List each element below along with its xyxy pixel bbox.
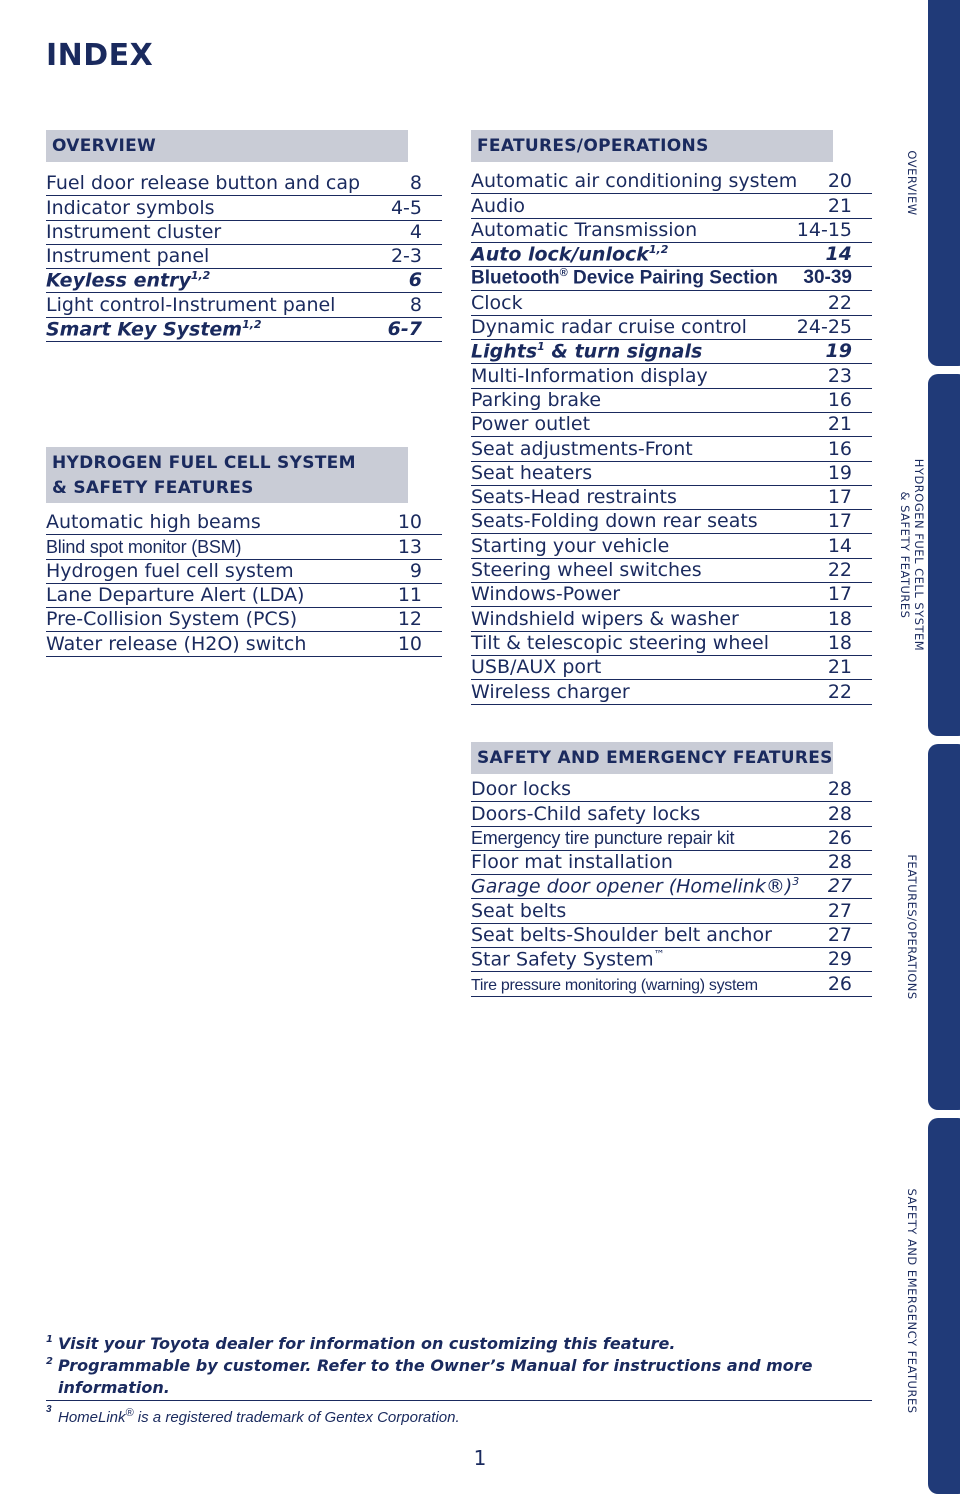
side-tab-overview[interactable] — [928, 0, 960, 366]
entry-page-number: 27 — [827, 924, 852, 947]
heading-line-2: & SAFETY FEATURES — [52, 478, 254, 498]
entry-label-text: Steering wheel switches — [471, 559, 702, 582]
entry-label — [46, 511, 261, 533]
entry-label — [471, 365, 708, 387]
footnotes — [46, 1333, 872, 1426]
hydrogen-list — [46, 511, 442, 657]
entry-label-text: Emergency tire puncture repair kit — [471, 827, 735, 848]
entry-page-number: 21 — [827, 656, 852, 679]
index-entry — [471, 899, 872, 923]
heading-line-1: HYDROGEN FUEL CELL SYSTEM — [52, 453, 356, 473]
entry-label — [46, 560, 294, 582]
entry-label-text: Star Safety System — [471, 948, 654, 971]
entry-label-text: Wireless charger — [471, 680, 630, 703]
entry-page-number: 16 — [827, 437, 852, 460]
entry-page-number: 28 — [827, 778, 852, 801]
entry-label-text: Dynamic radar cruise control — [471, 316, 747, 339]
entry-label-text: Pre-Collision System (PCS) — [46, 608, 298, 631]
entry-label-text: Instrument panel — [46, 245, 210, 268]
index-entry — [471, 170, 872, 194]
entry-label — [471, 340, 702, 362]
index-entry — [46, 535, 442, 559]
index-entry — [471, 559, 872, 583]
entry-label — [471, 195, 525, 217]
side-tab-features[interactable] — [928, 744, 960, 1110]
index-entry — [471, 413, 872, 437]
entry-label — [46, 633, 306, 655]
entry-label — [471, 243, 668, 265]
entry-page-number: 22 — [827, 291, 852, 314]
index-entry — [471, 364, 872, 388]
entry-label-text: Hydrogen fuel cell system — [46, 559, 294, 582]
entry-label — [471, 170, 797, 192]
index-entry — [471, 851, 872, 875]
entry-label — [471, 413, 590, 435]
entry-label — [471, 977, 758, 995]
footnote-2-number: 2 — [46, 1356, 53, 1367]
tab-label-line-1: OVERVIEW — [905, 150, 919, 216]
index-entry — [471, 802, 872, 826]
tab-label-line-2: & SAFETY FEATURES — [898, 491, 912, 619]
entry-label — [471, 267, 778, 289]
entry-superscript: 1,2 — [648, 242, 669, 256]
side-tab-hydrogen[interactable] — [928, 374, 960, 736]
entry-label-text: Water release (H2O) switch — [46, 632, 307, 655]
index-entry — [471, 194, 872, 218]
entry-label — [471, 583, 620, 605]
entry-label — [471, 851, 673, 873]
entry-page-number: 21 — [827, 413, 852, 436]
footnote-2-text: Programmable by customer. Refer to the Owner’s Manual for instructions and more information. — [58, 1356, 813, 1397]
entry-label-text: Bluetooth — [471, 267, 560, 289]
features-list — [471, 170, 872, 705]
entry-label-text: Seat adjustments-Front — [471, 437, 693, 460]
entry-label — [471, 608, 739, 630]
entry-label — [46, 608, 297, 630]
entry-label-text: Power outlet — [471, 413, 591, 436]
entry-page-number: 12 — [397, 608, 422, 631]
entry-label — [46, 294, 335, 316]
index-entry — [471, 948, 872, 972]
entry-page-number: 20 — [827, 170, 852, 193]
entry-label — [471, 510, 758, 532]
entry-label-text: Tire pressure monitoring (warning) system — [471, 976, 758, 994]
entry-label — [471, 632, 769, 654]
entry-label-text: Indicator symbols — [46, 196, 215, 219]
tab-label-line-1: FEATURES/OPERATIONS — [905, 854, 919, 1000]
entry-label-text: Light control-Instrument panel — [46, 293, 336, 316]
entry-label — [471, 462, 592, 484]
entry-page-number: 18 — [827, 607, 852, 630]
entry-page-number: 29 — [827, 948, 852, 971]
entry-page-number: 10 — [397, 511, 422, 534]
entry-page-number: 22 — [827, 559, 852, 582]
index-entry — [471, 340, 872, 364]
index-entry — [471, 875, 872, 899]
safety-list — [471, 778, 872, 997]
footnote-3 — [46, 1404, 872, 1426]
entry-page-number: 11 — [397, 584, 422, 607]
index-entry — [471, 462, 872, 486]
entry-label-text: Instrument cluster — [46, 220, 222, 243]
entry-page-number: 2-3 — [390, 245, 422, 268]
entry-page-number: 4-5 — [390, 196, 422, 219]
index-entry — [46, 196, 442, 220]
entry-label — [471, 316, 747, 338]
entry-label-text: Seats-Head restraints — [471, 486, 677, 509]
index-entry — [46, 245, 442, 269]
entry-label-text: Door locks — [471, 778, 571, 801]
entry-page-number: 14-15 — [796, 218, 852, 241]
side-tab-label-features — [892, 744, 932, 1110]
entry-page-number: 8 — [409, 172, 422, 195]
index-entry — [46, 172, 442, 196]
index-entry — [46, 293, 442, 317]
side-tab-label-safety — [892, 1118, 932, 1484]
entry-label — [471, 389, 601, 411]
index-entry — [471, 656, 872, 680]
index-entry — [471, 607, 872, 631]
index-entry — [471, 486, 872, 510]
entry-label-text: Automatic high beams — [46, 511, 261, 534]
entry-page-number: 6-7 — [387, 318, 422, 341]
entry-label-text: Clock — [471, 291, 523, 314]
entry-label — [46, 318, 262, 340]
entry-label — [471, 535, 669, 557]
entry-label — [471, 438, 693, 460]
entry-superscript: ™ — [653, 948, 665, 962]
entry-label — [46, 172, 360, 194]
index-entry — [471, 267, 872, 291]
section-heading-overview: OVERVIEW — [46, 130, 408, 162]
index-entry — [46, 560, 442, 584]
entry-label — [471, 292, 523, 314]
entry-page-number: 17 — [827, 486, 852, 509]
side-tab-safety[interactable] — [928, 1118, 960, 1494]
entry-page-number: 27 — [827, 875, 852, 898]
footnote-3-text-b: is a registered trademark of Gentex Corporation. — [133, 1409, 460, 1426]
entry-label-text: Fuel door release button and cap — [46, 172, 361, 195]
registered-mark: ® — [125, 1407, 134, 1419]
entry-page-number: 9 — [409, 559, 422, 582]
entry-label-text: Tilt & telescopic steering wheel — [471, 631, 770, 654]
footnote-2 — [46, 1355, 872, 1399]
footnote-3-number: 3 — [46, 1404, 52, 1415]
entry-label — [46, 269, 210, 291]
index-entry — [46, 318, 442, 342]
index-entry — [46, 584, 442, 608]
index-entry — [471, 778, 872, 802]
entry-label — [471, 803, 700, 825]
entry-page-number: 4 — [409, 220, 422, 243]
index-entry — [46, 632, 442, 656]
index-entry — [471, 924, 872, 948]
entry-page-number: 24-25 — [796, 316, 852, 339]
entry-label — [471, 219, 697, 241]
index-entry — [471, 389, 872, 413]
index-entry — [471, 680, 872, 704]
index-entry — [46, 221, 442, 245]
index-entry — [471, 827, 872, 851]
entry-label — [46, 584, 304, 606]
entry-label-text: Seat belts-Shoulder belt anchor — [471, 924, 772, 947]
entry-label-text: Parking brake — [471, 388, 602, 411]
side-tab-label-hydrogen — [892, 374, 932, 736]
section-heading-features: FEATURES/OPERATIONS — [471, 130, 833, 162]
entry-label-text: Auto lock/unlock — [471, 243, 649, 266]
entry-label — [471, 778, 571, 800]
entry-page-number: 26 — [827, 972, 852, 995]
entry-page-number: 28 — [827, 802, 852, 825]
entry-label-text: USB/AUX port — [471, 656, 602, 679]
section-heading-hydrogen — [46, 447, 408, 503]
entry-label — [471, 875, 799, 897]
index-entry — [46, 511, 442, 535]
entry-label-text: Seats-Folding down rear seats — [471, 510, 758, 533]
entry-label-text: Blind spot monitor (BSM) — [46, 536, 242, 557]
entry-page-number: 22 — [827, 680, 852, 703]
page-number: 1 — [473, 1446, 487, 1470]
entry-page-number: 30-39 — [803, 267, 852, 289]
entry-label-text: Multi-Information display — [471, 364, 708, 387]
entry-page-number: 17 — [827, 510, 852, 533]
section-heading-safety: SAFETY AND EMERGENCY FEATURES — [471, 742, 833, 774]
entry-page-number: 16 — [827, 388, 852, 411]
entry-label — [46, 221, 221, 243]
entry-label-text: Starting your vehicle — [471, 534, 670, 557]
entry-page-number: 18 — [827, 631, 852, 654]
index-entry — [46, 608, 442, 632]
entry-label — [471, 900, 566, 922]
entry-label-text: Doors-Child safety locks — [471, 802, 701, 825]
entry-superscript: ® — [559, 267, 568, 280]
entry-page-number: 17 — [827, 583, 852, 606]
footnote-1-number: 1 — [46, 1334, 53, 1345]
footnote-1-text: Visit your Toyota dealer for information on customizing this feature. — [58, 1334, 676, 1353]
entry-page-number: 27 — [827, 899, 852, 922]
index-entry — [471, 219, 872, 243]
index-entry — [471, 534, 872, 558]
entry-label — [46, 537, 241, 558]
entry-page-number: 14 — [827, 534, 852, 557]
entry-superscript: 1,2 — [242, 317, 262, 331]
entry-superscript: 1 — [537, 340, 545, 354]
entry-label-text-cont: Device Pairing Section — [567, 267, 778, 289]
entry-label-text: Lights — [471, 340, 538, 363]
entry-label-text: Automatic Transmission — [471, 218, 698, 241]
entry-label-text: Windows-Power — [471, 583, 621, 606]
entry-label-text: Keyless entry — [46, 269, 191, 292]
index-entry — [46, 269, 442, 293]
entry-page-number: 6 — [408, 269, 422, 292]
footnote-1 — [46, 1333, 872, 1355]
entry-page-number: 8 — [409, 293, 422, 316]
entry-label — [471, 559, 702, 581]
index-entry — [471, 583, 872, 607]
entry-page-number: 19 — [825, 340, 852, 363]
tab-label-line-1: HYDROGEN FUEL CELL SYSTEM — [912, 458, 926, 652]
index-entry — [471, 510, 872, 534]
entry-label-text-cont: & turn signals — [544, 340, 703, 363]
index-entry — [471, 437, 872, 461]
index-entry — [471, 291, 872, 315]
entry-page-number: 28 — [827, 851, 852, 874]
entry-label — [471, 656, 601, 678]
entry-page-number: 14 — [825, 243, 852, 266]
entry-page-number: 21 — [827, 194, 852, 217]
footnote-3-text-a: HomeLink — [58, 1409, 126, 1426]
index-entry — [471, 243, 872, 267]
entry-label — [471, 948, 665, 970]
overview-list — [46, 172, 442, 342]
entry-page-number: 13 — [397, 535, 422, 558]
entry-superscript: 3 — [792, 875, 800, 889]
entry-label-text: Floor mat installation — [471, 851, 673, 874]
index-entry — [471, 316, 872, 340]
page-title: INDEX — [46, 38, 154, 73]
entry-label — [46, 245, 209, 267]
entry-label — [471, 924, 772, 946]
entry-label-text: Automatic air conditioning system — [471, 170, 798, 193]
side-tab-label-overview — [892, 0, 932, 366]
entry-label — [471, 486, 677, 508]
index-entry — [471, 632, 872, 656]
entry-label — [46, 197, 215, 219]
entry-label-text: Seat belts — [471, 899, 567, 922]
entry-label-text: Windshield wipers & washer — [471, 607, 739, 630]
entry-page-number: 19 — [827, 461, 852, 484]
entry-page-number: 26 — [827, 826, 852, 849]
index-entry — [471, 972, 872, 996]
footnote-divider — [46, 1400, 872, 1401]
entry-superscript: 1,2 — [190, 269, 211, 283]
entry-page-number: 10 — [397, 632, 422, 655]
entry-label — [471, 828, 734, 849]
entry-label-text: Audio — [471, 194, 526, 217]
tab-label-line-1: SAFETY AND EMERGENCY FEATURES — [905, 1188, 919, 1414]
entry-label-text: Garage door opener (Homelink®) — [471, 875, 793, 898]
entry-label — [471, 681, 630, 703]
entry-label-text: Smart Key System — [46, 318, 243, 341]
entry-label-text: Seat heaters — [471, 461, 593, 484]
entry-label-text: Lane Departure Alert (LDA) — [46, 584, 305, 607]
entry-page-number: 23 — [827, 364, 852, 387]
